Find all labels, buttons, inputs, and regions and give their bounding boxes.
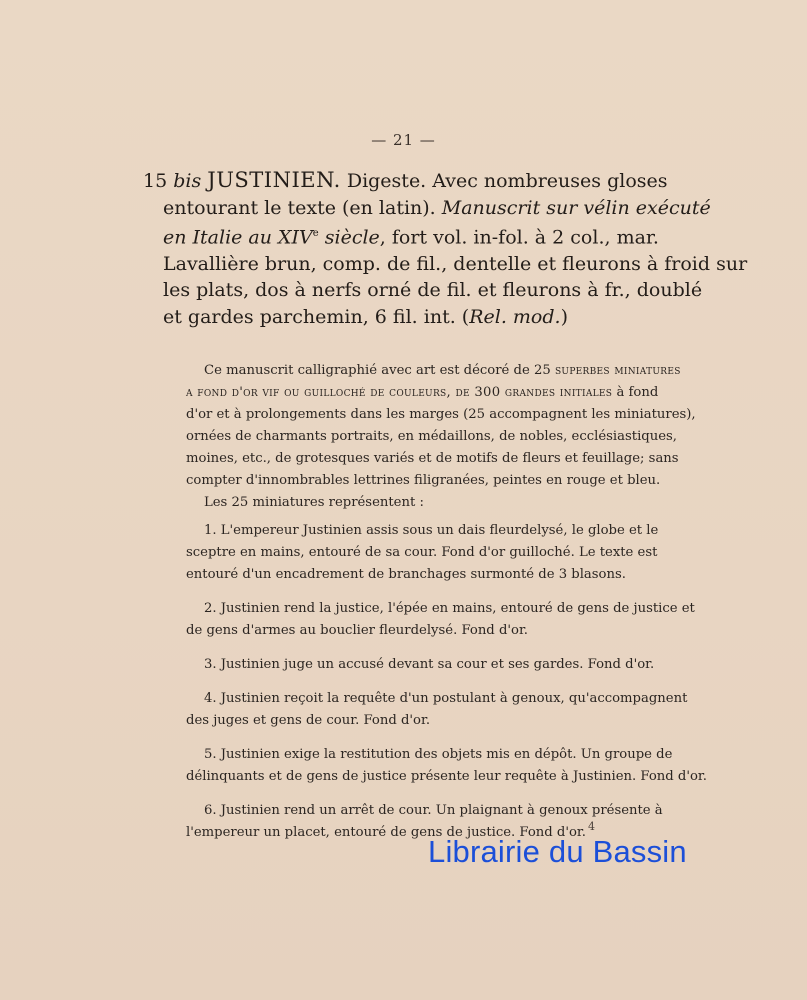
entry-bis: bis	[173, 170, 202, 192]
entry-line-1: 15 bis JUSTINIEN. Digeste. Avec nombreuses gloses	[143, 168, 668, 192]
entry-title: JUSTINIEN.	[207, 168, 341, 192]
catalog-entry	[143, 167, 748, 330]
entry-number: 15	[143, 170, 168, 192]
description-paragraph: Ce manuscrit calligraphié avec art est décoré de 25 superbes miniatures a fond d'or vif ou guilloché de couleurs, de 300 grandes initiales à fond d'or et à prolongements dans les marges (25 accompagnent les miniatures), ornées de charmants portraits, en médaillons, de nobles, ecclésiastiques, moines, etc., de grotesques variés et de motifs de fleurs et feuillage; sans compter d'innombrables lettrines filigranées, peintes en rouge et bleu. Les 25 miniatures représentent :	[186, 363, 696, 510]
list-item: 6. Justinien rend un arrêt de cour. Un plaignant à genoux présente à l'empereur un placet, entouré de gens de justice. Fond d'or.	[186, 803, 663, 840]
watermark-text: Librairie du Bassin	[428, 834, 687, 869]
list-item: 4. Justinien reçoit la requête d'un postulant à genoux, qu'accompagnent des juges et gens de cour. Fond d'or.	[186, 691, 688, 728]
entry-line-5: les plats, dos à nerfs orné de fil. et fleurons à fr., doublé	[163, 279, 703, 302]
entry-line-3: en Italie au XIVe siècle, fort vol. in-fol. à 2 col., mar.	[163, 226, 659, 249]
list-item: 1. L'empereur Justinien assis sous un dais fleurdelysé, le globe et le sceptre en mains, entouré de sa cour. Fond d'or guilloché. Le texte est entouré d'un encadrement de branchages surmonté de 3 blasons.	[186, 523, 659, 582]
entry-line-2: entourant le texte (en latin). Manuscrit sur vélin exécuté	[163, 196, 711, 219]
entry-line-6: et gardes parchemin, 6 fil. int. (Rel. mod.)	[163, 305, 568, 328]
entry-line-4: Lavallière brun, comp. de fil., dentelle et fleurons à froid sur	[163, 252, 748, 275]
list-item: 3. Justinien juge un accusé devant sa cour et ses gardes. Fond d'or.	[204, 657, 655, 672]
signature-mark: 4	[588, 820, 595, 833]
miniatures-list	[186, 520, 707, 856]
list-item: 5. Justinien exige la restitution des objets mis en dépôt. Un groupe de délinquants et de gens de justice présente leur requête à Justinien. Fond d'or.	[186, 747, 707, 784]
page-number: — 21 —	[371, 131, 436, 149]
list-item: 2. Justinien rend la justice, l'épée en mains, entouré de gens de justice et de gens d'armes au bouclier fleurdelysé. Fond d'or.	[186, 601, 695, 638]
